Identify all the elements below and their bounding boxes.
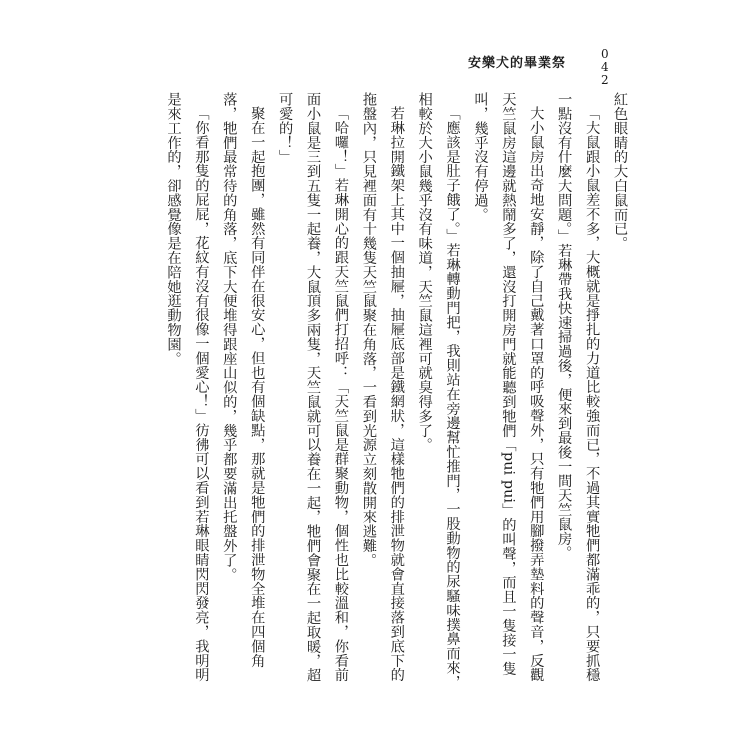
paragraph: 大小鼠房出奇地安靜，除了自己戴著口罩的呼吸聲外，只有牠們用腳撥弄墊料的聲音，反觀天竺鼠房這邊就熱鬧多了，還沒打開房門就能聽到牠們「pui pui」的叫聲，而且一隻接一隻叫，幾乎沒有停過。 <box>472 92 545 683</box>
page-number <box>601 48 609 87</box>
paragraph: 「你看那隻的屁屁，花紋有沒有很像一個愛心！」彷彿可以看到若琳眼睛閃閃發亮，我明明是來工作的，卻感覺像是在陪她逛動物園。 <box>165 92 210 683</box>
page-number-digit: 4 <box>601 60 609 74</box>
paragraph: 「哈囉！」若琳開心的跟天竺鼠們打招呼：「天竺鼠是群聚動物，個性也比較溫和，你看前面小鼠是三到五隻一起養，大鼠頂多兩隻，天竺鼠就可以養在一起，牠們會聚在一起取暖，超可愛的！」 <box>277 92 349 683</box>
running-header-title: 安樂犬的畢業祭 <box>468 56 567 71</box>
page-number-digit: 0 <box>601 47 609 61</box>
paragraph: 紅色眼睛的大白鼠而已。 <box>612 92 628 251</box>
paragraph: 聚在一起抱團，雖然有同伴在很安心，但也有個缺點，那就是牠們的排泄物全堆在四個角落，牠們最常待的角落，底下大便堆得跟座山似的，幾乎都要滿出托盤外了。 <box>221 92 266 668</box>
page-number-digit: 2 <box>601 73 609 87</box>
vertical-body-text <box>165 92 633 692</box>
paragraph: 「大鼠跟小鼠差不多，大概就是掙扎的力道比較強而已，不過其實牠們都滿乖的，只要抓穩一點沒有什麼大問題。」若琳帶我快速掃過後，便來到最後一間天竺鼠房。 <box>556 92 601 683</box>
paragraph: 「應該是肚子餓了。」若琳轉動門把，我則站在旁邊幫忙推門，一股動物的尿騷味撲鼻而來，相較於大小鼠幾乎沒有味道，天竺鼠這裡可就臭得多了。 <box>416 92 461 690</box>
paragraph: 若琳拉開鐵架上其中一個抽屜，抽屜底部是鐵網狀，這樣牠們的排泄物就會直接落到底下的拖盤內，只見裡面有十幾隻天竺鼠聚在角落，一看到光源立刻散開來逃難。 <box>360 92 405 683</box>
